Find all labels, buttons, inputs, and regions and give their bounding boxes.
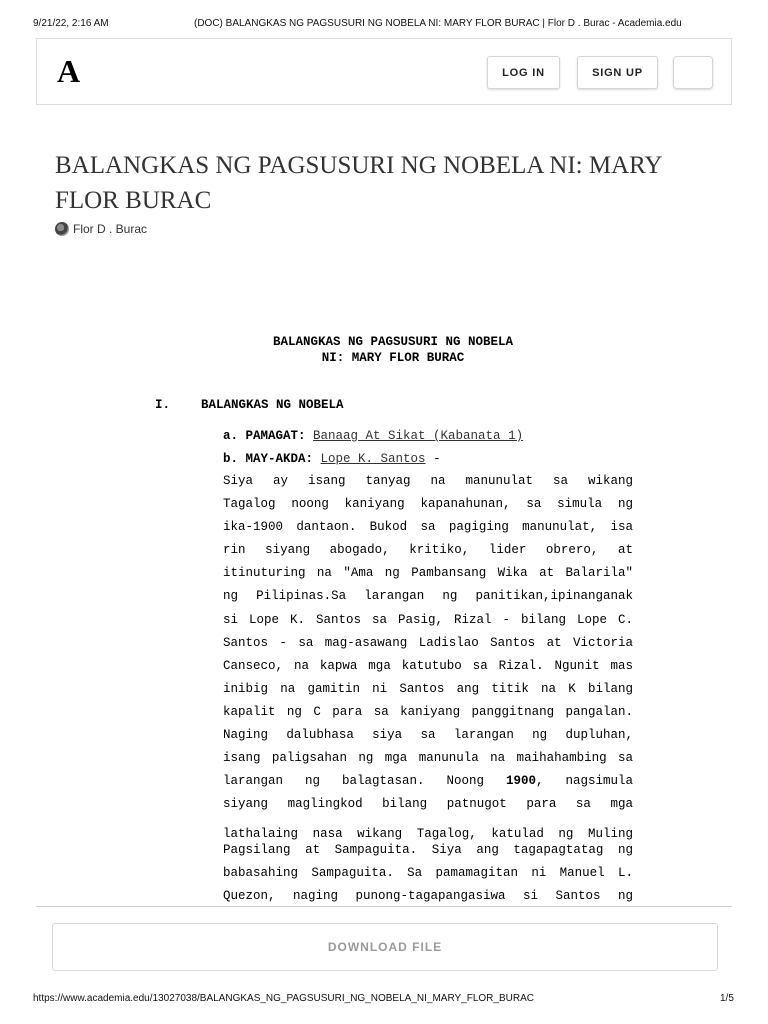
paragraph-line: Santos - sa mag-asawang Ladislao Santos at Victoria bbox=[223, 635, 633, 650]
print-datetime: 9/21/22, 2:16 AM bbox=[33, 18, 109, 29]
paragraph-line: Naging dalubhasa siya sa larangan ng dupluhan, bbox=[223, 728, 633, 743]
paragraph-line: inibig na gamitin ni Santos ang titik na K bilang bbox=[223, 681, 633, 696]
item-a-label: a. PAMAGAT: bbox=[223, 429, 306, 443]
avatar bbox=[55, 222, 69, 236]
paragraph-line: Canseco, na kapwa mga katutubo sa Rizal. Ngunit mas bbox=[223, 658, 633, 673]
section-number: I. bbox=[155, 398, 171, 412]
paragraph-line: siyang maglingkod bilang patnugot para sa mga bbox=[223, 797, 633, 812]
document-title: BALANGKAS NG PAGSUSURI NG NOBELA NI: MARY FLOR BURAC bbox=[55, 152, 662, 214]
login-button[interactable]: LOG IN bbox=[487, 56, 560, 89]
paragraph-line: ng Pilipinas.Sa larangan ng panitikan,ipinanganak bbox=[223, 589, 633, 604]
paragraph-line: rin siyang abogado, kritiko, lider obrero, at bbox=[223, 543, 633, 558]
paragraph-line: si Lope K. Santos sa Pasig, Rizal - bilang Lope C. bbox=[223, 612, 633, 627]
paragraph-line: itinuturing na "Ama ng Pambansang Wika at Balarila" bbox=[223, 566, 633, 581]
paragraph-line: Quezon, naging punong-tagapangasiwa si Santos ng bbox=[223, 889, 633, 903]
item-a-value: Banaag At Sikat (Kabanata 1) bbox=[313, 429, 524, 443]
item-b-value: Lope K. Santos bbox=[320, 452, 426, 466]
print-page-number: 1/5 bbox=[720, 993, 734, 1004]
academia-logo[interactable]: A bbox=[57, 53, 81, 89]
section-title: BALANGKAS NG NOBELA bbox=[201, 398, 344, 412]
body-paragraph-2 bbox=[223, 827, 633, 912]
menu-button[interactable] bbox=[673, 56, 713, 89]
download-file-button[interactable]: DOWNLOAD FILE bbox=[52, 923, 718, 971]
paragraph-line: kapalit ng C para sa kaniyang panggitnang pangalan. bbox=[223, 704, 633, 719]
body-paragraph-1 bbox=[223, 470, 633, 770]
divider bbox=[36, 906, 732, 907]
author-name: Flor D . Burac bbox=[73, 222, 148, 236]
print-page-title: (DOC) BALANGKAS NG PAGSUSURI NG NOBELA NI: MARY FLOR BURAC | Flor D . Burac - Academia.edu bbox=[194, 18, 682, 29]
body-line-balagtasan bbox=[223, 770, 633, 816]
item-may-akda bbox=[223, 452, 441, 466]
paragraph-line: larangan ng balagtasan. Noong 1900, nagsimula bbox=[223, 774, 633, 788]
author-link[interactable] bbox=[55, 222, 147, 236]
paragraph-line: babasahing Sampaguita. Sa pamamagitan ni Manuel L. bbox=[223, 866, 633, 880]
paragraph-line: lathalaing nasa wikang Tagalog, katulad ng Muling bbox=[223, 827, 633, 841]
item-pamagat bbox=[223, 429, 523, 443]
print-footer bbox=[0, 993, 768, 1007]
item-b-label: b. MAY-AKDA: bbox=[223, 452, 314, 466]
doc-heading-line1: BALANGKAS NG PAGSUSURI NG NOBELA bbox=[272, 335, 514, 349]
paragraph-line: Pagsilang at Sampaguita. Siya ang tagapagtatag ng bbox=[223, 843, 633, 857]
paragraph-line: Siya ay isang tanyag na manunulat sa wikang bbox=[223, 474, 633, 488]
paragraph-line: Tagalog noong kaniyang kapanahunan, sa simula ng bbox=[223, 497, 633, 512]
signup-button[interactable]: SIGN UP bbox=[577, 56, 658, 89]
paragraph-line: isang paligsahan ng mga manunula na maihahambing sa bbox=[223, 751, 633, 766]
paragraph-line: ika-1900 dantaon. Bukod sa pagiging manunulat, isa bbox=[223, 520, 633, 535]
site-header bbox=[36, 38, 732, 105]
print-url: https://www.academia.edu/13027038/BALANGKAS_NG_PAGSUSURI_NG_NOBELA_NI_MARY_FLOR_BURAC bbox=[33, 993, 534, 1004]
print-header bbox=[0, 14, 768, 28]
doc-heading-line2: NI: MARY FLOR BURAC bbox=[321, 351, 465, 365]
item-b-suffix: - bbox=[425, 452, 441, 466]
